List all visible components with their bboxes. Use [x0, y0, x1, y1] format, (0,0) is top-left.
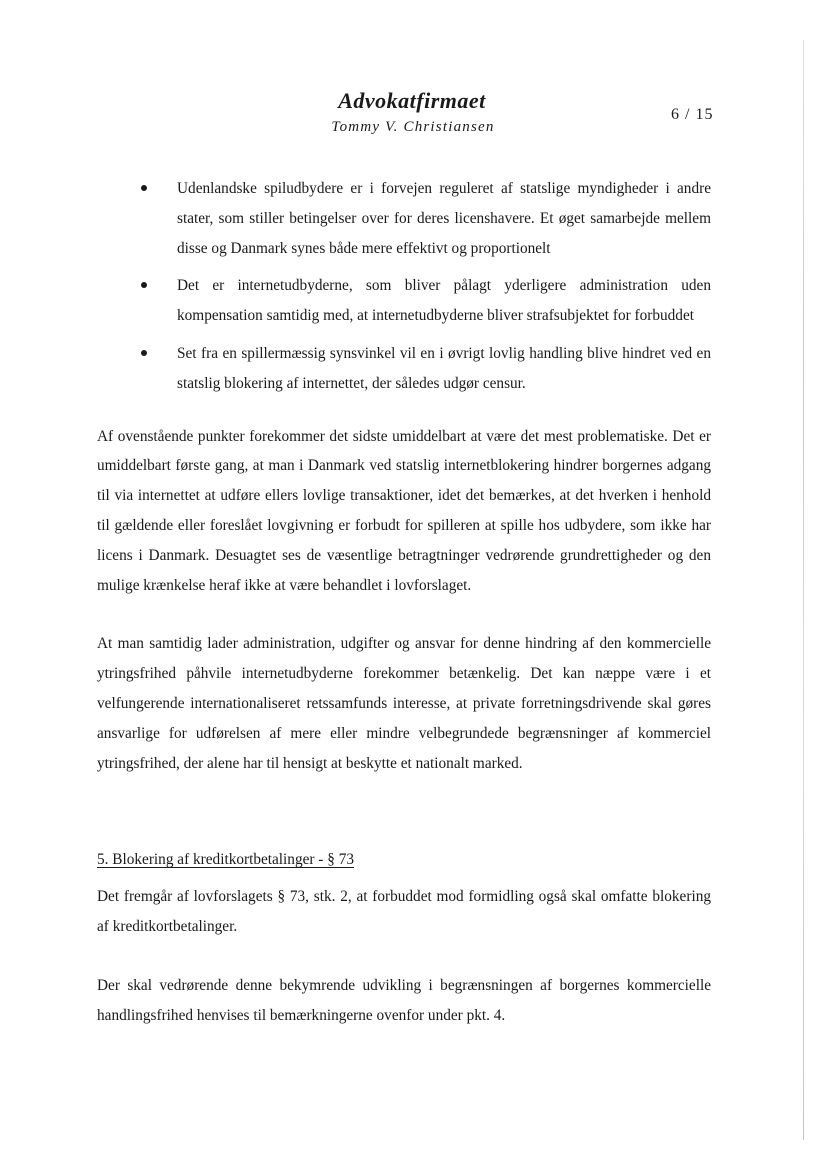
bullet-text: Set fra en spillermæssig synsvinkel vil en i øvrigt lovlig handling blive hindret ved en statslig blokering af internettet, der således udgør censur. — [177, 344, 711, 392]
bullet-item — [97, 339, 711, 399]
bullet-list — [97, 174, 711, 399]
page-number: 6 / 15 — [671, 106, 714, 123]
bullet-dot-icon — [141, 282, 147, 288]
scan-edge-line — [803, 40, 804, 1140]
bullet-item — [97, 271, 711, 331]
bullet-item — [97, 174, 711, 263]
bullet-text: Det er internetudbyderne, som bliver pålagt yderligere administration uden kompensation samtidig med, at internetudbyderne bliver strafsubjektet for forbuddet — [177, 277, 711, 325]
bullet-dot-icon — [141, 350, 147, 356]
firm-name: Advokatfirmaet — [338, 88, 486, 113]
bullet-text: Udenlandske spiludbydere er i forvejen reguleret af statslige myndigheder i andre stater, som stiller betingelser over for deres licenshavere. Et øget samarbejde mellem disse og Danmark synes både mere effektivt og proportionelt — [177, 180, 711, 257]
paragraph-section-73: Det fremgår af lovforslagets § 73, stk. 2, at forbuddet mod formidling også skal omfatte blokering af kreditkortbetalinger. — [97, 888, 711, 935]
section-heading: 5. Blokering af kreditkortbetalinger - § 73 — [97, 851, 354, 869]
paragraph-reference: Der skal vedrørende denne bekymrende udvikling i begrænsningen af borgernes kommercielle handlingsfrihed henvises til bemærkningerne ovenfor under pkt. 4. — [97, 976, 711, 1024]
paragraph-assessment: Af ovenstående punkter forekommer det sidste umiddelbart at være det mest problematiske. Det er umiddelbart første gang, at man i Danmark ved statslig internetblokering hindrer borgernes adgang til via internettet at udføre ellers lovlige transaktioner, idet det bemærkes, at det hverken i henhold til gældende eller foreslået lovgivning er forbudt for spilleren at spille hos udbydere, som ikke har licens i Danmark. Desuagtet ses de væsentlige betragtninger vedrørende grundrettigheder og den mulige krænkelse heraf ikke at være behandlet i lovforslaget. — [97, 427, 711, 594]
bullet-dot-icon — [141, 185, 147, 191]
document-body — [97, 174, 711, 1030]
paragraph-administration: At man samtidig lader administration, udgifter og ansvar for denne hindring af den kommercielle ytringsfrihed påhvile internetudbyderne forekommer betænkelig. Det kan næppe være i et velfungerende internationaliseret retssamfunds interesse, at private forretningsdrivende skal gøres ansvarlige for udførelsen af mere eller mindre velbegrundede begrænsninger af kommerciel ytringsfrihed, der alene har til hensigt at beskytte et nationalt marked. — [97, 635, 711, 772]
firm-person: Tommy V. Christiansen — [331, 119, 495, 135]
